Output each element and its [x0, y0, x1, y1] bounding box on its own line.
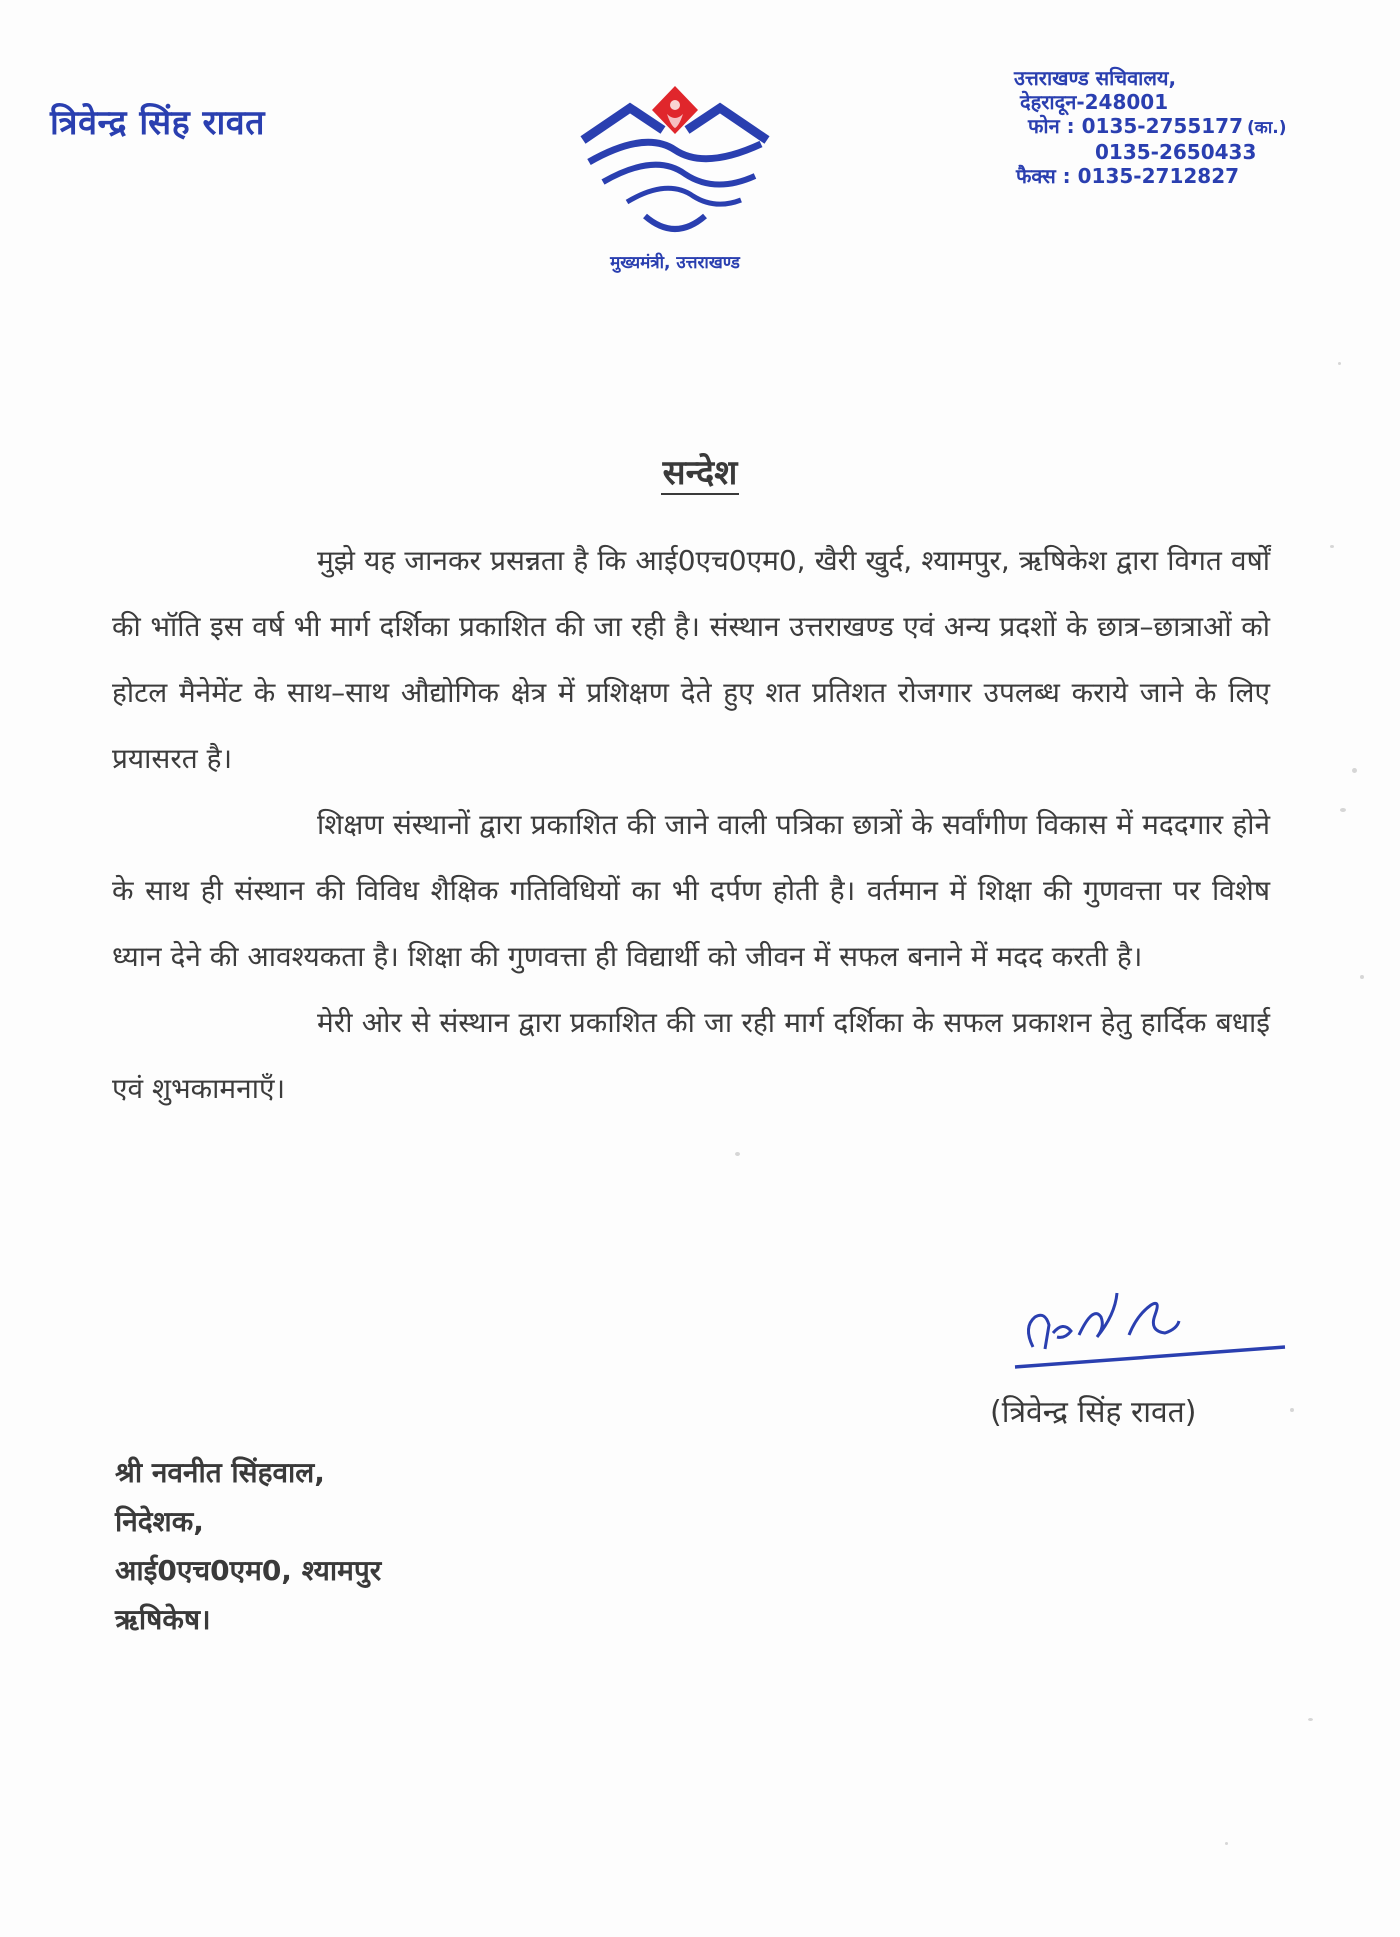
scan-speck — [735, 1152, 740, 1156]
handwritten-signature-icon — [1005, 1275, 1295, 1375]
phone-line-1 — [1010, 114, 1340, 140]
scan-speck — [1352, 768, 1357, 773]
subject-text: सन्देश — [662, 453, 738, 493]
scan-speck — [1360, 975, 1364, 979]
signatory-name: (त्रिवेन्द्र सिंह रावत) — [990, 1395, 1197, 1430]
phone-suffix: (का.) — [1247, 118, 1287, 138]
fax-line: फैक्स : 0135-2712827 — [1016, 164, 1240, 188]
addressee-line-2: निदेशक, — [115, 1505, 204, 1538]
letter-body — [112, 528, 1270, 1122]
sender-address — [1010, 66, 1340, 188]
scan-speck — [1290, 1408, 1294, 1412]
address-line-1: उत्तराखण्ड सचिवालय, — [1014, 66, 1177, 90]
body-paragraph-2: शिक्षण संस्थानों द्वारा प्रकाशित की जाने वाली पत्रिका छात्रों के सर्वांगीण विकास में मददगार होने के साथ ही संस्थान की विविध शैक्षिक गतिविधियों का भी दर्पण होती है। वर्तमान में शिक्षा की गुणवत्ता पर विशेष ध्यान देने की आवश्यकता है। शिक्षा की गुणवत्ता ही विद्यार्थी को जीवन में सफल बनाने में मदद करती है। — [112, 808, 1270, 973]
scan-speck — [1308, 1718, 1313, 1721]
scan-speck — [1340, 808, 1346, 812]
body-paragraph-1: मुझे यह जानकर प्रसन्नता है कि आई0एच0एम0, खैरी खुर्द, श्यामपुर, ऋषिकेश द्वारा विगत वर्षों की भॉति इस वर्ष भी मार्ग दर्शिका प्रकाशित की जा रही है। संस्थान उत्तराखण्ड एवं अन्य प्रदशों के छात्र–छात्राओं को होटल मैनेमेंट के साथ–साथ औद्योगिक क्षेत्र में प्रशिक्षण देते हुए शत प्रतिशत रोजगार उपलब्ध कराये जाने के लिए प्रयासरत है। — [112, 544, 1270, 775]
address-line-2: देहरादून-248001 — [1020, 90, 1169, 114]
phone-label: फोन : 0135-2755177 — [1028, 114, 1244, 138]
scan-speck — [1225, 1842, 1228, 1845]
addressee-line-1: श्री नवनीत सिंहवाल, — [115, 1456, 325, 1489]
addressee-line-4: ऋषिकेष। — [115, 1603, 211, 1636]
addressee-line-3: आई0एच0एम0, श्यामपुर — [115, 1554, 382, 1587]
uttarakhand-emblem-icon — [575, 78, 775, 253]
phone-line-2: 0135-2650433 — [1095, 140, 1257, 164]
addressee-block — [115, 1448, 381, 1644]
scan-speck — [1330, 545, 1334, 548]
sender-name: त्रिवेन्द्र सिंह रावत — [50, 103, 266, 143]
scan-speck — [1338, 362, 1341, 365]
body-paragraph-3: मेरी ओर से संस्थान द्वारा प्रकाशित की जा रही मार्ग दर्शिका के सफल प्रकाशन हेतु हार्दिक बधाई एवं शुभकामनाएँ। — [112, 1006, 1270, 1105]
emblem-caption: मुख्यमंत्री, उत्तराखण्ड — [610, 253, 740, 273]
letter-subject — [0, 448, 1400, 494]
